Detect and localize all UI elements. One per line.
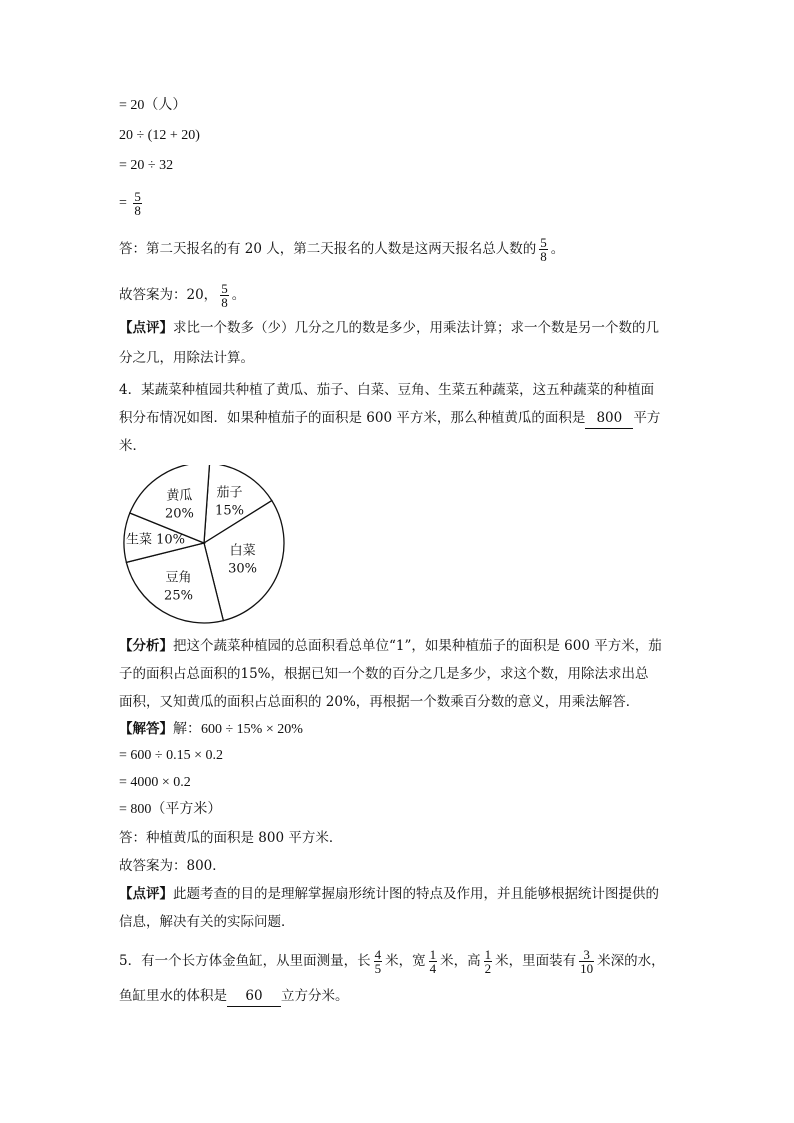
answer-text: 答：第二天报名的有 20 人，第二天报名的人数是这两天报名总人数的 (119, 241, 537, 257)
question-5-line-2 (119, 986, 349, 1007)
analysis-q4-line-1 (119, 636, 662, 656)
pie-slice-label: 黄瓜 (166, 488, 193, 504)
pie-slice-label: 白菜 (229, 543, 256, 559)
analysis-text: 把这个蔬菜种植园的总面积看总单位“1”，如果种植茄子的面积是 600 平方米，茄 (173, 638, 662, 654)
solution-tag: 【解答】 (119, 721, 173, 737)
pie-slice-value: 25% (164, 588, 193, 604)
comment-q3-line-2: 分之几，用除法计算。 (119, 350, 254, 366)
calc-equals: = (119, 195, 127, 211)
comment-text: 此题考查的目的是理解掌握扇形统计图的特点及作用，并且能够根据统计图提供的 (173, 886, 659, 902)
comment-q4-line-2: 信息，解决有关的实际问题． (119, 914, 295, 930)
pie-slice-label: 生菜 10% (126, 532, 186, 548)
question-4-line-2 (119, 408, 660, 429)
fraction (579, 948, 594, 975)
question-text: 5．有一个长方体金鱼缸，从里面测量，长 (119, 953, 371, 969)
pie-slice-label: 茄子 (216, 485, 243, 501)
question-text: 平方 (633, 410, 661, 426)
answer-blank: 800 (585, 408, 633, 429)
fraction (374, 948, 383, 975)
comment-q4-line-1 (119, 884, 659, 904)
analysis-tag: 【分析】 (119, 638, 173, 654)
pie-chart (120, 465, 290, 625)
answer-q3 (119, 236, 564, 263)
question-text: 立方分米。 (281, 988, 349, 1004)
fraction-numerator: 5 (540, 235, 547, 250)
fraction-denominator: 4 (429, 961, 437, 976)
fraction-denominator: 2 (484, 961, 492, 976)
comment-text: 求比一个数多（少）几分之几的数是多少，用乘法计算；求一个数是另一个数的几 (173, 320, 659, 336)
solution-q4-line-4: = 800（平方米） (119, 802, 222, 817)
calc-line-4 (119, 190, 145, 217)
fraction-denominator: 8 (221, 295, 228, 310)
fraction-denominator: 8 (134, 203, 141, 218)
solution-q4-line-3: = 4000 × 0.2 (119, 775, 191, 790)
calc-line-3: = 20 ÷ 32 (119, 158, 174, 173)
pie-slice-value: 30% (228, 561, 258, 577)
question-text: 鱼缸里水的体积是 (119, 988, 227, 1004)
fraction (539, 236, 548, 263)
fraction-numerator: 1 (484, 947, 492, 962)
answer-end: 。 (550, 241, 565, 257)
result-text: 故答案为：20， (119, 287, 218, 303)
fraction (429, 948, 438, 975)
comment-tag: 【点评】 (119, 886, 173, 902)
pie-slice-label: 豆角 (165, 570, 192, 586)
question-4-line-1: 4．某蔬菜种植园共种植了黄瓜、茄子、白菜、豆角、生菜五种蔬菜，这五种蔬菜的种植面 (119, 382, 655, 398)
pie-slice-value: 15% (215, 503, 244, 519)
fraction-denominator: 8 (540, 249, 547, 264)
question-text: 米，宽 (385, 953, 426, 969)
comment-q3-line-1 (119, 318, 659, 338)
fraction (133, 190, 142, 217)
solution-q4-line-1 (119, 719, 303, 740)
question-text: 米，里面装有 (495, 953, 577, 969)
question-5-line-1 (119, 946, 665, 976)
solution-q4-line-2: = 600 ÷ 0.15 × 0.2 (119, 748, 223, 763)
answer-q4: 答：种植黄瓜的面积是 800 平方米． (119, 830, 343, 846)
pie-slice-value: 20% (164, 506, 194, 522)
question-text: 米，高 (440, 953, 481, 969)
fraction (484, 948, 493, 975)
result-q3 (119, 282, 245, 309)
fraction-numerator: 1 (429, 947, 437, 962)
analysis-q4-line-2: 子的面积占总面积的15%，根据已知一个数的百分之几是多少，求这个数，用除法求出总 (119, 666, 649, 682)
analysis-q4-line-3: 面积，又知黄瓜的面积占总面积的 20%，再根据一个数乘百分数的意义，用乘法解答． (119, 694, 640, 710)
fraction-numerator: 3 (579, 948, 594, 962)
result-end: 。 (231, 287, 246, 303)
calc-line-2: 20 ÷ (12 + 20) (119, 128, 200, 143)
fraction-denominator: 10 (580, 961, 594, 976)
comment-tag: 【点评】 (119, 320, 173, 336)
fraction-numerator: 5 (221, 281, 228, 296)
fraction-numerator: 4 (374, 947, 382, 962)
result-q4: 故答案为：800． (119, 858, 226, 874)
fraction-denominator: 5 (374, 961, 382, 976)
solution-text: 解：600 ÷ 15% × 20% (173, 722, 303, 737)
question-4-line-3: 米． (119, 438, 146, 454)
answer-blank: 60 (227, 986, 281, 1007)
fraction (220, 282, 229, 309)
question-text: 米深的水， (597, 953, 665, 969)
question-text: 积分布情况如图．如果种植茄子的面积是 600 平方米，那么种植黄瓜的面积是 (119, 410, 586, 426)
fraction-numerator: 5 (134, 189, 141, 204)
calc-line-1: = 20（人） (119, 98, 187, 113)
